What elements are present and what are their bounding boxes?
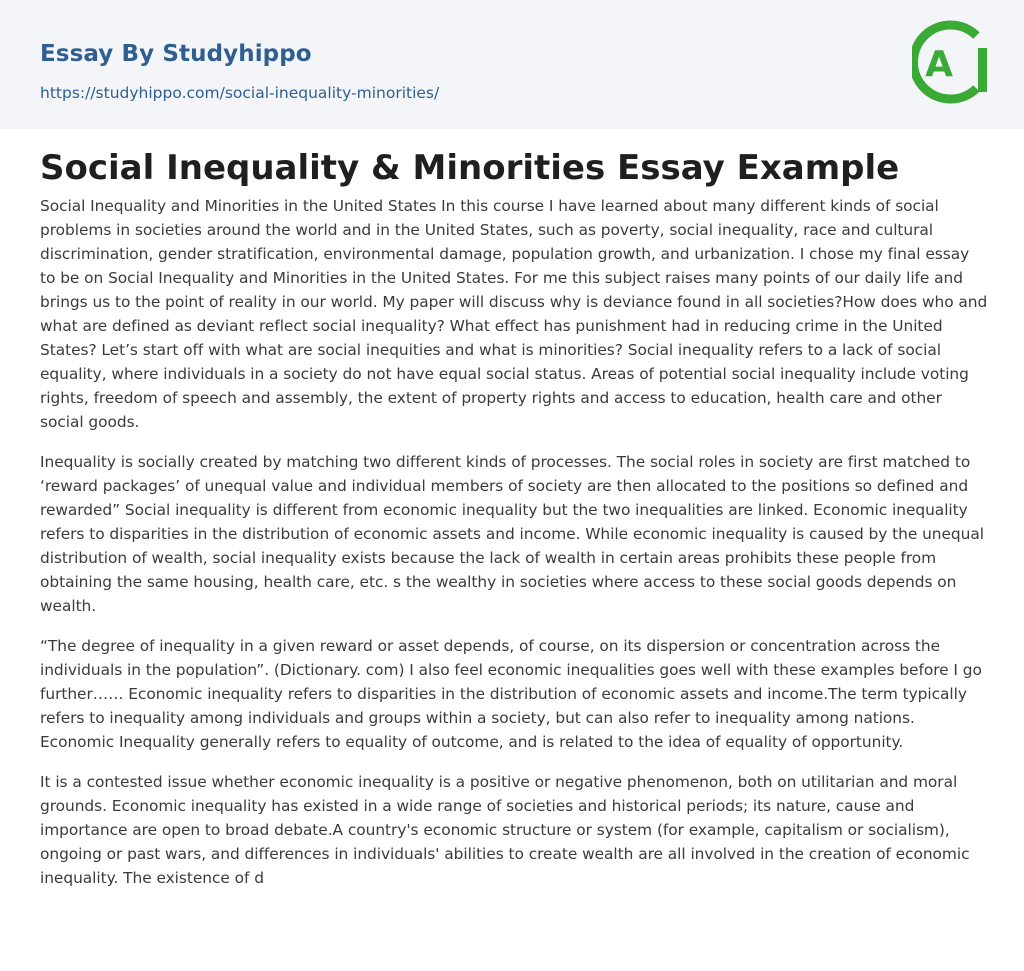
essay-body — [40, 194, 988, 906]
studyhippo-logo-icon[interactable] — [912, 18, 988, 106]
logo-letter: A — [925, 44, 953, 85]
essay-paragraph: Inequality is socially created by matching two different kinds of processes. The social roles in society are first matched to ‘reward packages’ of unequal value and individual members of society are then allocated to the positions so defined and rewarded” Social inequality is different from economic inequality but the two inequalities are linked. Economic inequality refers to disparities in the distribution of economic assets and income. While economic inequality is caused by the unequal distribution of wealth, social inequality exists because the lack of wealth in certain areas prohibits these people from obtaining the same housing, health care, etc. s the wealthy in societies where access to these social goods depends on wealth. — [40, 453, 984, 615]
page-url-link[interactable]: https://studyhippo.com/social-inequality-minorities/ — [40, 84, 440, 102]
page-title: Social Inequality & Minorities Essay Example — [40, 148, 900, 188]
site-brand[interactable]: Essay By Studyhippo — [40, 41, 312, 67]
essay-paragraph: Social Inequality and Minorities in the United States In this course I have learned about many different kinds of social problems in societies around the world and in the United States, such as poverty, social inequality, race and cultural discrimination, gender stratification, environmental damage, population growth, and urbanization. I chose my final essay to be on Social Inequality and Minorities in the United States. For me this subject raises many points of our daily life and brings us to the point of reality in our world. My paper will discuss why is deviance found in all societies?How does who and what are defined as deviant reflect social inequality? What effect has punishment had in reducing crime in the United States? Let’s start off with what are social inequities and what is minorities? Social inequality refers to a lack of social equality, where individuals in a society do not have equal social status. Areas of potential social inequality include voting rights, freedom of speech and assembly, the extent of property rights and access to education, health care and other social goods. — [40, 197, 988, 431]
site-header — [0, 0, 1024, 129]
essay-paragraph: It is a contested issue whether economic inequality is a positive or negative phenomenon, both on utilitarian and moral grounds. Economic inequality has existed in a wide range of societies and historical periods; its nature, cause and importance are open to broad debate.A country's economic structure or system (for example, capitalism or socialism), ongoing or past wars, and differences in individuals' abilities to create wealth are all involved in the creation of economic inequality. The existence of d — [40, 773, 970, 887]
essay-paragraph: “The degree of inequality in a given reward or asset depends, of course, on its dispersion or concentration across the individuals in the population”. (Dictionary. com) I also feel economic inequalities goes well with these examples before I go further…… Economic inequality refers to disparities in the distribution of economic assets and income.The term typically refers to inequality among individuals and groups within a society, but can also refer to inequality among nations. Economic Inequality generally refers to equality of outcome, and is related to the idea of equality of opportunity. — [40, 637, 982, 751]
